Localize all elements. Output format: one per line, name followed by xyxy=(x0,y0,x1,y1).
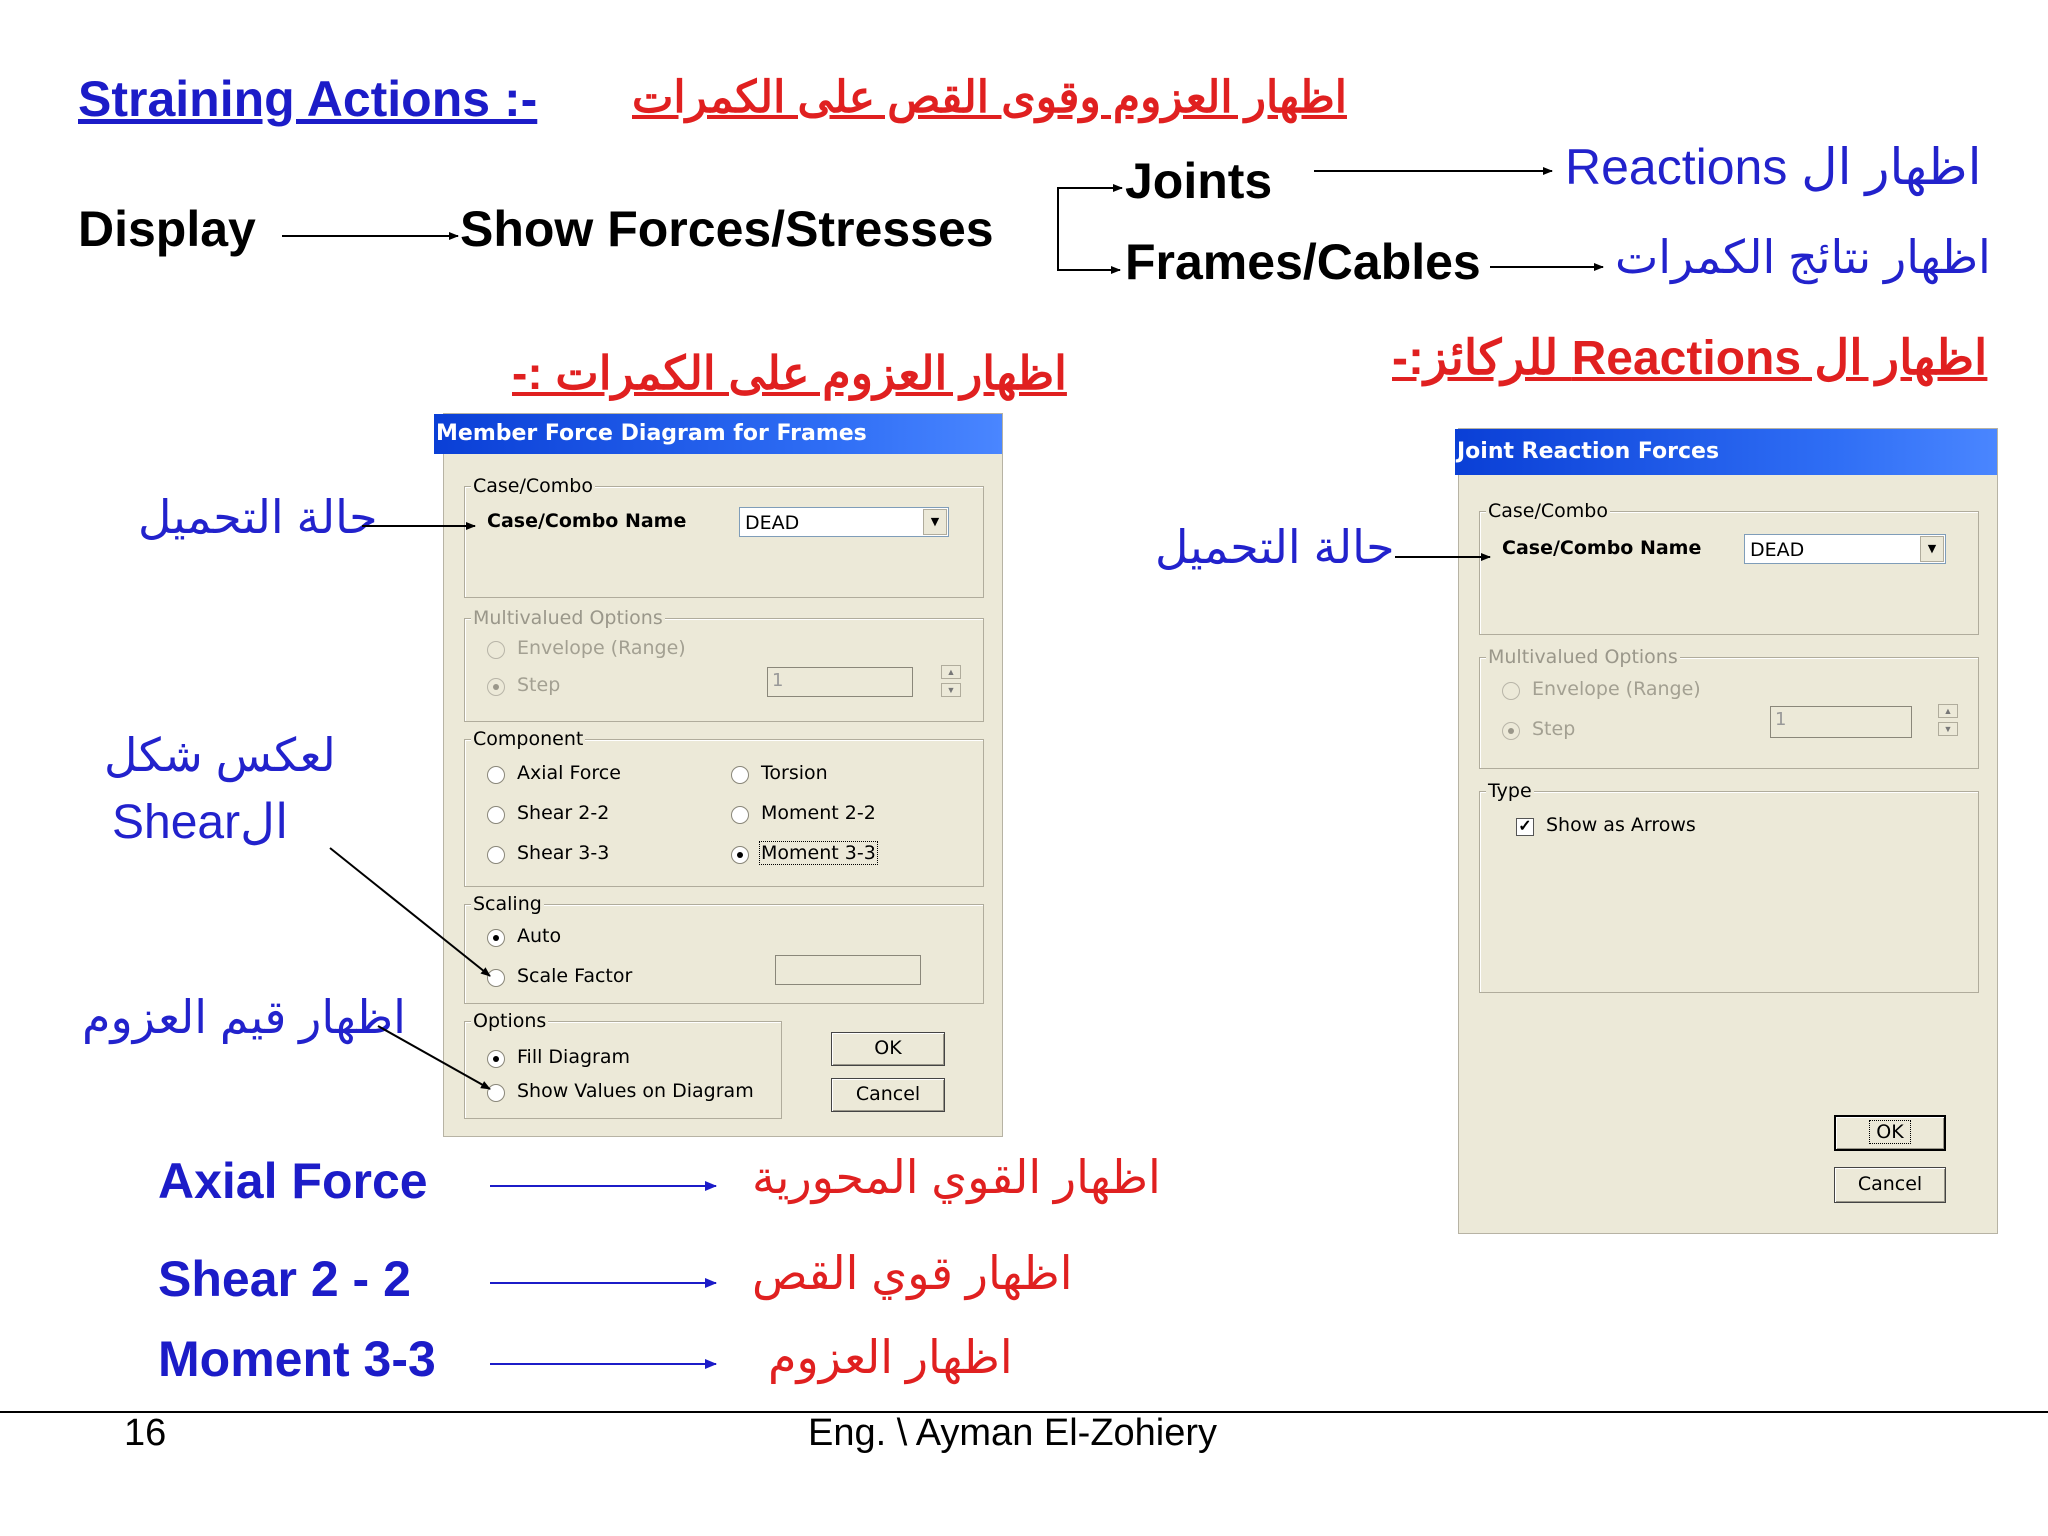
shear-3-3-label: Shear 3-3 xyxy=(517,842,610,864)
joint-case-combo-value: DEAD xyxy=(1750,539,1805,561)
load-case-annotation-left: حالة التحميل xyxy=(138,491,378,543)
case-combo-group-label: Case/Combo xyxy=(473,475,593,497)
moment-3-3-label: Moment 3-3 xyxy=(761,842,876,864)
options-group-label: Options xyxy=(473,1010,547,1032)
type-group-label: Type xyxy=(1488,780,1532,802)
page-number: 16 xyxy=(124,1412,167,1454)
fill-diagram-label: Fill Diagram xyxy=(517,1046,630,1068)
joint-case-combo-group-label: Case/Combo xyxy=(1488,500,1608,522)
moment-2-2-label: Moment 2-2 xyxy=(761,802,876,824)
joint-multivalued-options-group-label: Multivalued Options xyxy=(1488,646,1678,668)
joint-envelope-label: Envelope (Range) xyxy=(1532,678,1701,700)
joint-ok-label: OK xyxy=(1869,1120,1910,1144)
axial-force-label: Axial Force xyxy=(517,762,621,784)
case-combo-value: DEAD xyxy=(745,512,800,534)
step-spin-up[interactable]: ▲ xyxy=(941,665,961,679)
chevron-down-icon[interactable]: ▼ xyxy=(1920,536,1944,562)
show-values-label: Show Values on Diagram xyxy=(517,1080,754,1102)
display-menu-label: Display xyxy=(78,201,256,257)
reverse-shear-annotation-line2: الShear xyxy=(112,796,289,849)
joints-label: Joints xyxy=(1125,153,1273,209)
page-title-arabic: اظهار العزوم وقوى القص على الكمرات xyxy=(632,73,1347,122)
step-spin-down[interactable]: ▼ xyxy=(941,683,961,697)
member-force-dialog-title: Member Force Diagram for Frames xyxy=(434,414,1002,454)
page-title: Straining Actions :- xyxy=(78,71,538,127)
multivalued-options-group-label: Multivalued Options xyxy=(473,607,663,629)
step-label: Step xyxy=(517,674,561,696)
show-values-annotation: اظهار قيم العزوم xyxy=(82,991,406,1043)
author-credit: Eng. \ Ayman El-Zohiery xyxy=(808,1412,1218,1454)
joint-reaction-dialog-title: Joint Reaction Forces xyxy=(1455,429,1997,475)
branch-bracket xyxy=(1058,188,1120,270)
show-as-arrows-label: Show as Arrows xyxy=(1546,814,1696,836)
legend-meaning-shear: اظهار قوي القص xyxy=(752,1247,1073,1299)
reverse-shear-annotation-line1: لعكس شكل xyxy=(104,729,336,781)
reactions-section-title: اظهار ال Reactions للركائز:- xyxy=(1392,332,1988,385)
step-input[interactable]: 1 xyxy=(767,667,913,697)
shear-2-2-label: Shear 2-2 xyxy=(517,802,610,824)
joint-case-combo-name-label: Case/Combo Name xyxy=(1502,537,1702,559)
show-as-arrows-checkbox[interactable]: ✓ xyxy=(1516,818,1534,836)
case-combo-name-label: Case/Combo Name xyxy=(487,510,687,532)
scaling-group-label: Scaling xyxy=(473,893,542,915)
arrow-reverse-shear xyxy=(330,848,490,976)
joint-step-label: Step xyxy=(1532,718,1576,740)
legend-term-moment: Moment 3-3 xyxy=(158,1331,436,1387)
scale-factor-label: Scale Factor xyxy=(517,965,633,987)
frames-meaning: اظهار نتائج الكمرات xyxy=(1615,231,1991,283)
auto-scaling-label: Auto xyxy=(517,925,562,947)
load-case-annotation-right: حالة التحميل xyxy=(1155,521,1395,573)
joint-step-spin-up[interactable]: ▲ xyxy=(1938,704,1958,718)
legend-term-shear: Shear 2 - 2 xyxy=(158,1251,411,1307)
legend-term-axial: Axial Force xyxy=(158,1153,428,1209)
frame-ok-label: OK xyxy=(874,1037,902,1059)
chevron-down-icon[interactable]: ▼ xyxy=(923,509,947,535)
frame-cancel-label: Cancel xyxy=(855,1083,921,1105)
joint-cancel-label: Cancel xyxy=(1857,1173,1923,1195)
legend-meaning-axial: اظهار القوي المحورية xyxy=(752,1151,1161,1203)
joint-step-spin-down[interactable]: ▼ xyxy=(1938,722,1958,736)
component-group-label: Component xyxy=(473,728,584,750)
moments-section-title: اظهار العزوم على الكمرات :- xyxy=(512,347,1067,399)
frames-cables-label: Frames/Cables xyxy=(1125,234,1481,290)
legend-meaning-moment: اظهار العزوم xyxy=(768,1331,1013,1383)
joint-step-input[interactable]: 1 xyxy=(1770,706,1912,738)
torsion-label: Torsion xyxy=(761,762,828,784)
arrow-show-values xyxy=(378,1026,490,1089)
show-forces-label: Show Forces/Stresses xyxy=(460,201,994,257)
joints-meaning: اظهار ال Reactions xyxy=(1565,139,1982,195)
envelope-label: Envelope (Range) xyxy=(517,637,686,659)
